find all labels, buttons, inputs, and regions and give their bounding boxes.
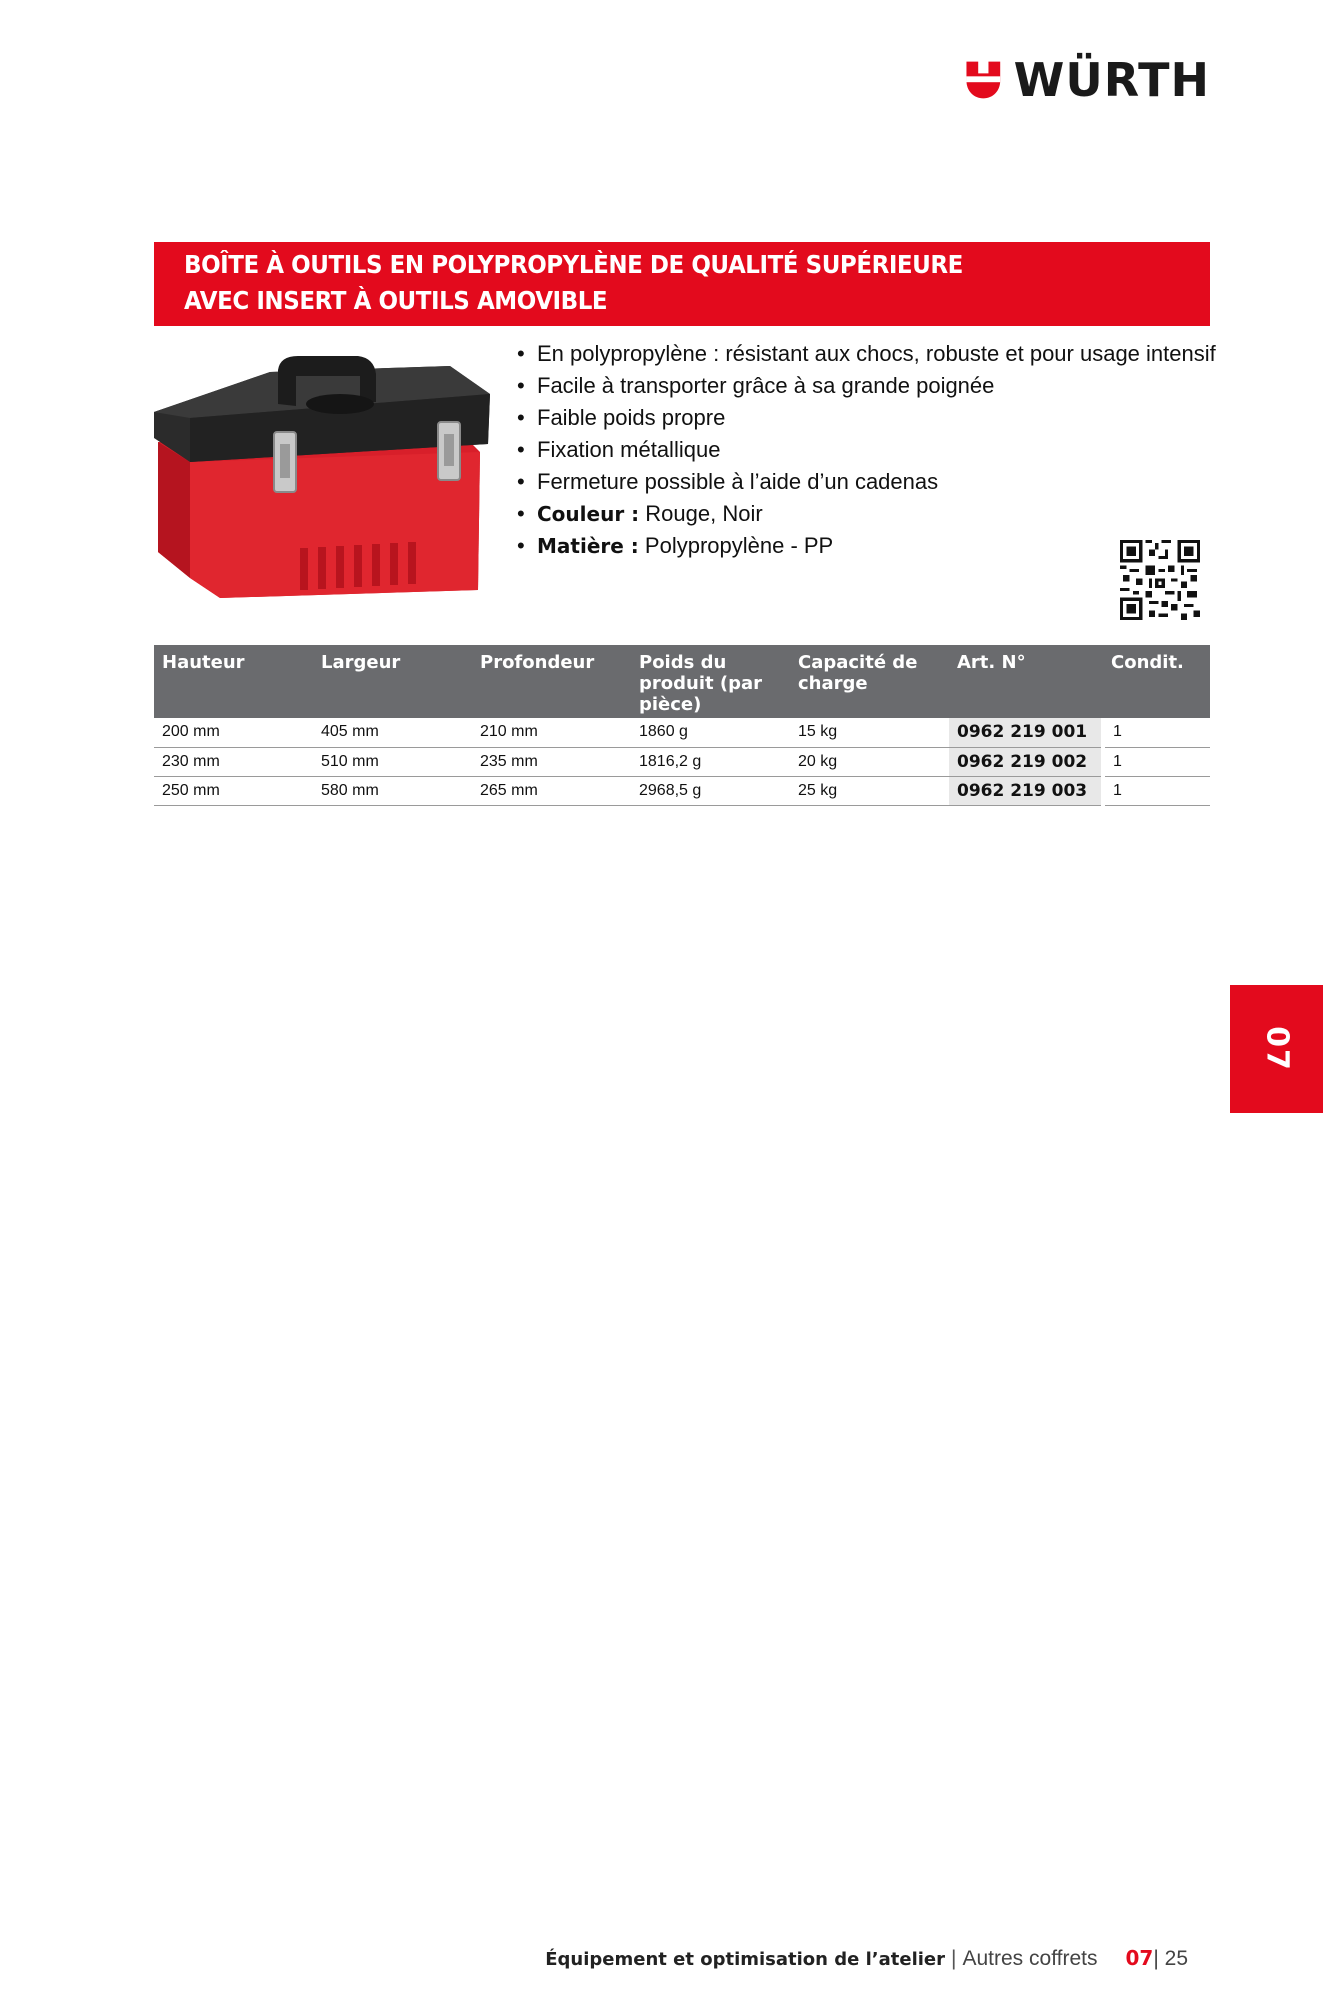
feature-item: • Facile à transporter grâce à sa grande poignée <box>515 370 1205 402</box>
cell-height: 200 mm <box>154 718 313 747</box>
cell-weight: 2968,5 g <box>631 776 790 805</box>
feature-item: • Fermeture possible à l’aide d’un cadenas <box>515 466 1205 498</box>
attribute-value: Polypropylène - PP <box>644 533 834 558</box>
page-footer <box>545 1946 1188 1971</box>
brand-name: WÜRTH <box>1013 53 1210 107</box>
feature-list <box>515 338 1216 562</box>
cell-packaging: 1 <box>1103 718 1210 747</box>
product-title-line-1: BOÎTE À OUTILS EN POLYPROPYLÈNE DE QUALITÉ SUPÉRIEURE <box>184 250 963 279</box>
cell-height: 250 mm <box>154 776 313 805</box>
footer-subsection: Autres coffrets <box>962 1947 1098 1970</box>
wurth-logo-mark-icon <box>965 53 1002 107</box>
column-header-load-capacity: Capacité de charge <box>790 645 949 718</box>
cell-weight: 1816,2 g <box>631 747 790 776</box>
cell-article-number: 0962 219 001 <box>949 718 1103 747</box>
cell-depth: 265 mm <box>472 776 631 805</box>
cell-weight: 1860 g <box>631 718 790 747</box>
cell-article-number: 0962 219 003 <box>949 776 1103 805</box>
column-header-width: Largeur <box>313 645 472 718</box>
column-header-packaging: Condit. <box>1103 645 1210 718</box>
attribute-value: Rouge, Noir <box>645 501 763 526</box>
feature-item: • Faible poids propre <box>515 402 1205 434</box>
chapter-tab-number: 07 <box>1259 1026 1294 1072</box>
cell-width: 510 mm <box>313 747 472 776</box>
cell-load-capacity: 25 kg <box>790 776 949 805</box>
specifications-table <box>154 645 1210 806</box>
cell-article-number: 0962 219 002 <box>949 747 1103 776</box>
table-row <box>154 747 1210 776</box>
cell-load-capacity: 20 kg <box>790 747 949 776</box>
footer-section: Équipement et optimisation de l’atelier <box>545 1949 946 1970</box>
table-header-row <box>154 645 1210 718</box>
product-title-banner <box>154 242 1210 326</box>
feature-item: • Fixation métallique <box>515 434 1205 466</box>
column-header-article-number: Art. N° <box>949 645 1103 718</box>
table-row <box>154 718 1210 747</box>
attribute-material <box>515 530 1205 562</box>
cell-packaging: 1 <box>1103 776 1210 805</box>
qr-code-icon[interactable] <box>1120 540 1200 620</box>
wurth-logo <box>965 52 1210 108</box>
footer-chapter-number: 07 <box>1125 1946 1154 1970</box>
toolbox-product-image <box>150 352 490 602</box>
footer-separator: | <box>951 1947 957 1970</box>
cell-depth: 235 mm <box>472 747 631 776</box>
feature-item: • En polypropylène : résistant aux chocs, robuste et pour usage intensif <box>515 338 1205 370</box>
cell-height: 230 mm <box>154 747 313 776</box>
chapter-side-tab[interactable] <box>1230 985 1323 1113</box>
column-header-height: Hauteur <box>154 645 313 718</box>
product-title-line-2: AVEC INSERT À OUTILS AMOVIBLE <box>184 286 608 315</box>
attribute-label: Couleur : <box>537 502 640 526</box>
table-row <box>154 776 1210 805</box>
cell-width: 580 mm <box>313 776 472 805</box>
cell-packaging: 1 <box>1103 747 1210 776</box>
cell-width: 405 mm <box>313 718 472 747</box>
column-header-weight: Poids du produit (par pièce) <box>631 645 790 718</box>
attribute-label: Matière : <box>537 534 639 558</box>
attribute-color <box>515 498 1205 530</box>
cell-depth: 210 mm <box>472 718 631 747</box>
footer-page-number: | 25 <box>1153 1947 1188 1970</box>
cell-load-capacity: 15 kg <box>790 718 949 747</box>
column-header-depth: Profondeur <box>472 645 631 718</box>
